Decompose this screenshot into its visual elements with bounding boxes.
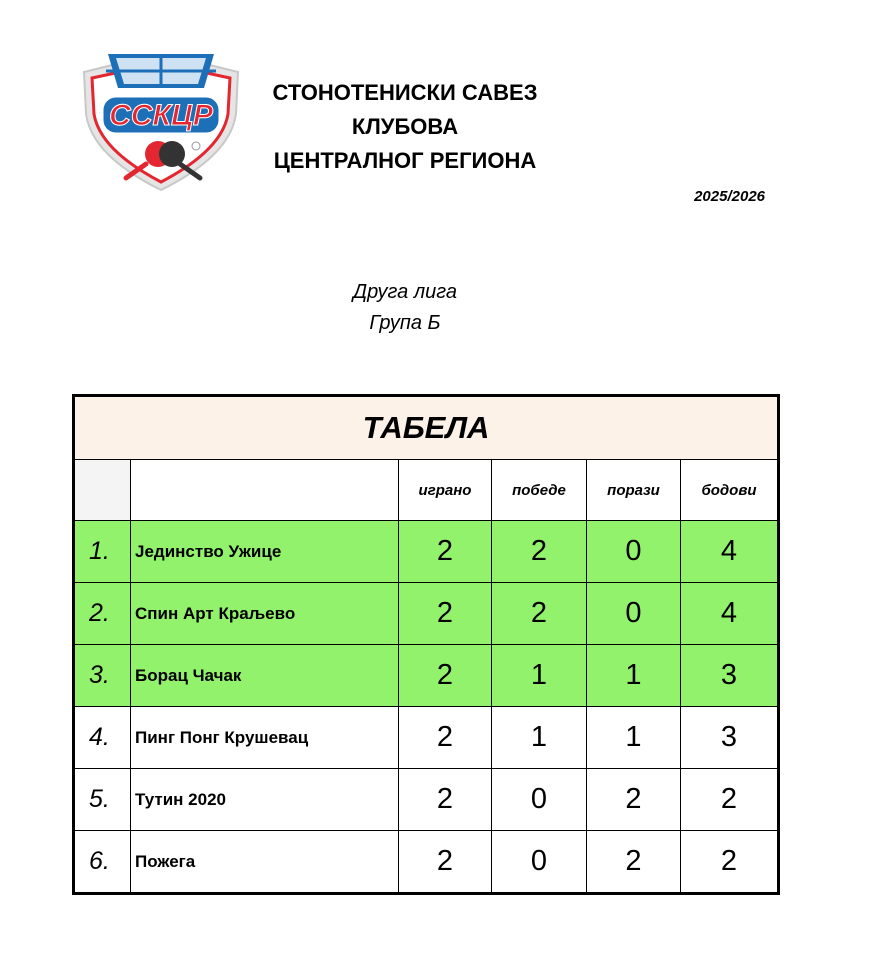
rank: 5. xyxy=(74,769,131,831)
rank: 6. xyxy=(74,831,131,894)
wins: 0 xyxy=(492,831,587,894)
table-row xyxy=(74,831,779,894)
logo-text: ССКЦР xyxy=(109,99,213,132)
table-row xyxy=(74,769,779,831)
org-line-2: КЛУБОВА xyxy=(351,114,459,139)
league-info xyxy=(290,277,520,339)
table-title-row xyxy=(74,396,779,460)
table-row xyxy=(74,645,779,707)
season-label: 2025/2026 xyxy=(694,188,765,205)
points: 2 xyxy=(681,769,779,831)
org-line-3: ЦЕНТРАЛНОГ РЕГИОНА xyxy=(273,148,537,173)
losses: 1 xyxy=(587,645,681,707)
played: 2 xyxy=(399,645,492,707)
rank: 2. xyxy=(74,583,131,645)
header-points: бодови xyxy=(681,460,779,521)
played: 2 xyxy=(399,707,492,769)
header-club-cell xyxy=(131,460,399,521)
points: 4 xyxy=(681,521,779,583)
wins: 0 xyxy=(492,769,587,831)
played: 2 xyxy=(399,583,492,645)
standings-table xyxy=(72,394,780,895)
wins: 1 xyxy=(492,707,587,769)
table-row xyxy=(74,707,779,769)
org-line-1: СТОНОТЕНИСКИ САВЕЗ xyxy=(272,80,538,105)
table-row xyxy=(74,583,779,645)
points: 2 xyxy=(681,831,779,894)
club-name: Спин Арт Краљево xyxy=(131,583,399,645)
table-row xyxy=(74,521,779,583)
wins: 2 xyxy=(492,521,587,583)
club-name: Борац Чачак xyxy=(131,645,399,707)
club-name: Пожега xyxy=(131,831,399,894)
organization-title xyxy=(230,76,580,178)
league-group: Група Б xyxy=(369,312,441,334)
table-title: ТАБЕЛА xyxy=(74,396,779,460)
losses: 2 xyxy=(587,769,681,831)
points: 3 xyxy=(681,645,779,707)
played: 2 xyxy=(399,521,492,583)
wins: 2 xyxy=(492,583,587,645)
wins: 1 xyxy=(492,645,587,707)
losses: 0 xyxy=(587,583,681,645)
rank: 3. xyxy=(74,645,131,707)
club-name: Јединство Ужице xyxy=(131,521,399,583)
losses: 0 xyxy=(587,521,681,583)
header-losses: порази xyxy=(587,460,681,521)
federation-logo xyxy=(76,44,246,194)
header-played: играно xyxy=(399,460,492,521)
header-rank-cell xyxy=(74,460,131,521)
rank: 4. xyxy=(74,707,131,769)
rank: 1. xyxy=(74,521,131,583)
played: 2 xyxy=(399,831,492,894)
club-name: Тутин 2020 xyxy=(131,769,399,831)
losses: 2 xyxy=(587,831,681,894)
club-name: Пинг Понг Крушевац xyxy=(131,707,399,769)
points: 4 xyxy=(681,583,779,645)
header-wins: победе xyxy=(492,460,587,521)
played: 2 xyxy=(399,769,492,831)
losses: 1 xyxy=(587,707,681,769)
table-header-row xyxy=(74,460,779,521)
league-name: Друга лига xyxy=(352,281,458,303)
points: 3 xyxy=(681,707,779,769)
